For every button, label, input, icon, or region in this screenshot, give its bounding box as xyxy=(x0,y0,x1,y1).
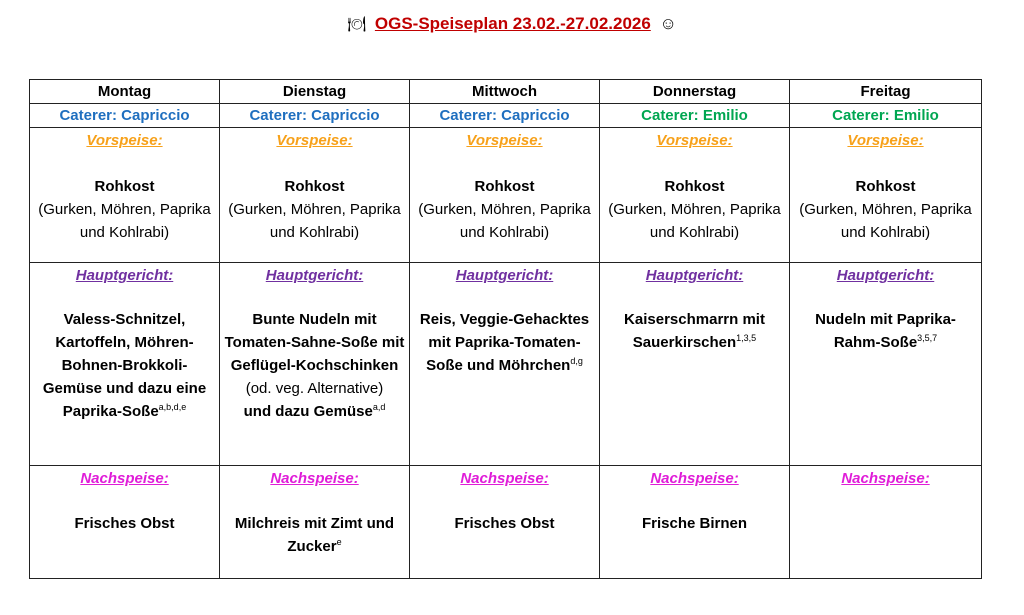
nachspeise-dish-text: Milchreis mit Zimt und Zucker xyxy=(234,515,395,555)
vorspeise-row xyxy=(30,128,982,263)
nachspeise-cell-montag xyxy=(30,466,220,579)
hauptgericht-dish-part xyxy=(414,308,595,377)
nachspeise-row xyxy=(30,466,982,579)
allergen-codes: a,b,d,e xyxy=(158,402,187,412)
nachspeise-dish-text: Frisches Obst xyxy=(454,515,555,532)
spacer xyxy=(224,490,405,512)
hauptgericht-cell-freitag xyxy=(790,263,982,466)
hauptgericht-dish-part xyxy=(604,308,785,354)
vorspeise-note: (Gurken, Möhren, Paprika und Kohlrabi) xyxy=(228,201,401,241)
hauptgericht-cell-dienstag xyxy=(220,263,410,466)
spacer xyxy=(224,287,405,308)
hauptgericht-label: Hauptgericht: xyxy=(836,267,935,284)
day-header-montag: Montag xyxy=(30,80,220,104)
vorspeise-label: Vorspeise: xyxy=(276,132,353,149)
nachspeise-cell-mittwoch xyxy=(410,466,600,579)
day-header-row xyxy=(30,80,982,104)
nachspeise-label: Nachspeise: xyxy=(270,470,359,487)
vorspeise-note: (Gurken, Möhren, Paprika und Kohlrabi) xyxy=(418,201,591,241)
nachspeise-cell-donnerstag xyxy=(600,466,790,579)
spacer xyxy=(414,152,595,175)
vorspeise-cell-montag xyxy=(30,128,220,263)
plate-cutlery-icon: 🍽 xyxy=(347,16,367,33)
vorspeise-dish: Rohkost xyxy=(284,178,345,195)
day-header-dienstag: Dienstag xyxy=(220,80,410,104)
spacer xyxy=(224,152,405,175)
vorspeise-note: (Gurken, Möhren, Paprika und Kohlrabi) xyxy=(38,201,211,241)
nachspeise-dish xyxy=(414,512,595,535)
hauptgericht-dish-part xyxy=(34,308,215,423)
spacer xyxy=(794,152,977,175)
nachspeise-dish-text: Frisches Obst xyxy=(74,515,175,532)
spacer xyxy=(604,152,785,175)
hauptgericht-label: Hauptgericht: xyxy=(75,267,174,284)
hauptgericht-dish-part xyxy=(224,400,405,423)
allergen-codes: d,g xyxy=(570,356,583,366)
vorspeise-label: Vorspeise: xyxy=(86,132,163,149)
day-header-freitag: Freitag xyxy=(790,80,982,104)
hauptgericht-dish-part xyxy=(794,308,977,354)
title-text: OGS-Speiseplan 23.02.-27.02.2026 xyxy=(374,14,651,33)
nachspeise-dish xyxy=(34,512,215,535)
vorspeise-dish: Rohkost xyxy=(474,178,535,195)
vorspeise-cell-dienstag xyxy=(220,128,410,263)
caterer-mittwoch: Caterer: Capriccio xyxy=(410,104,600,128)
vorspeise-cell-mittwoch xyxy=(410,128,600,263)
hauptgericht-dish-text: und dazu Gemüse xyxy=(243,403,373,420)
hauptgericht-dish-text: Valess-Schnitzel, Kartoffeln, Möhren-Bohnen-Brokkoli-Gemüse und dazu eine Paprika-Soße xyxy=(42,311,207,420)
hauptgericht-dish-text: Bunte Nudeln mit Tomaten-Sahne-Soße mit Geflügel-Kochschinken xyxy=(224,311,405,374)
allergen-codes: 1,3,5 xyxy=(736,333,757,343)
vorspeise-note: (Gurken, Möhren, Paprika und Kohlrabi) xyxy=(608,201,781,241)
spacer xyxy=(34,287,215,308)
allergen-codes: a,d xyxy=(372,402,386,412)
vorspeise-cell-donnerstag xyxy=(600,128,790,263)
nachspeise-label: Nachspeise: xyxy=(80,470,169,487)
hauptgericht-dish-text: Nudeln mit Paprika-Rahm-Soße xyxy=(815,311,956,351)
hauptgericht-label: Hauptgericht: xyxy=(265,267,364,284)
hauptgericht-cell-montag xyxy=(30,263,220,466)
nachspeise-cell-freitag xyxy=(790,466,982,579)
vorspeise-dish: Rohkost xyxy=(94,178,155,195)
spacer xyxy=(794,490,977,512)
nachspeise-label: Nachspeise: xyxy=(460,470,549,487)
caterer-freitag: Caterer: Emilio xyxy=(790,104,982,128)
caterer-dienstag: Caterer: Capriccio xyxy=(220,104,410,128)
hauptgericht-dish-text: (od. veg. Alternative) xyxy=(245,380,384,397)
vorspeise-dish: Rohkost xyxy=(855,178,916,195)
vorspeise-note: (Gurken, Möhren, Paprika und Kohlrabi) xyxy=(799,201,972,241)
spacer xyxy=(414,287,595,308)
hauptgericht-dish-text: Reis, Veggie-Gehacktes mit Paprika-Tomaten-Soße und Möhrchen xyxy=(419,311,590,374)
spacer xyxy=(604,287,785,308)
spacer xyxy=(794,287,977,308)
vorspeise-label: Vorspeise: xyxy=(847,132,924,149)
nachspeise-label: Nachspeise: xyxy=(841,470,930,487)
nachspeise-cell-dienstag xyxy=(220,466,410,579)
day-header-donnerstag: Donnerstag xyxy=(600,80,790,104)
caterer-donnerstag: Caterer: Emilio xyxy=(600,104,790,128)
hauptgericht-cell-donnerstag xyxy=(600,263,790,466)
hauptgericht-row xyxy=(30,263,982,466)
spacer xyxy=(34,490,215,512)
spacer xyxy=(414,490,595,512)
caterer-montag: Caterer: Capriccio xyxy=(30,104,220,128)
smiley-icon: ☺ xyxy=(659,14,677,33)
spacer xyxy=(34,152,215,175)
vorspeise-dish: Rohkost xyxy=(664,178,725,195)
nachspeise-dish xyxy=(604,512,785,535)
hauptgericht-cell-mittwoch xyxy=(410,263,600,466)
hauptgericht-dish-part xyxy=(224,308,405,377)
hauptgericht-dish-text: Kaiserschmarrn mit Sauerkirschen xyxy=(624,311,765,351)
vorspeise-label: Vorspeise: xyxy=(466,132,543,149)
day-header-mittwoch: Mittwoch xyxy=(410,80,600,104)
vorspeise-label: Vorspeise: xyxy=(656,132,733,149)
spacer xyxy=(604,490,785,512)
hauptgericht-label: Hauptgericht: xyxy=(455,267,554,284)
nachspeise-label: Nachspeise: xyxy=(650,470,739,487)
hauptgericht-dish-part xyxy=(224,377,405,400)
caterer-row xyxy=(30,104,982,128)
vorspeise-cell-freitag xyxy=(790,128,982,263)
allergen-codes: 3,5,7 xyxy=(917,333,938,343)
allergen-codes: e xyxy=(336,537,342,547)
hauptgericht-label: Hauptgericht: xyxy=(645,267,744,284)
menu-table xyxy=(29,79,982,579)
nachspeise-dish xyxy=(224,512,405,558)
page-title xyxy=(0,14,1024,34)
nachspeise-dish-text: Frische Birnen xyxy=(641,515,748,532)
